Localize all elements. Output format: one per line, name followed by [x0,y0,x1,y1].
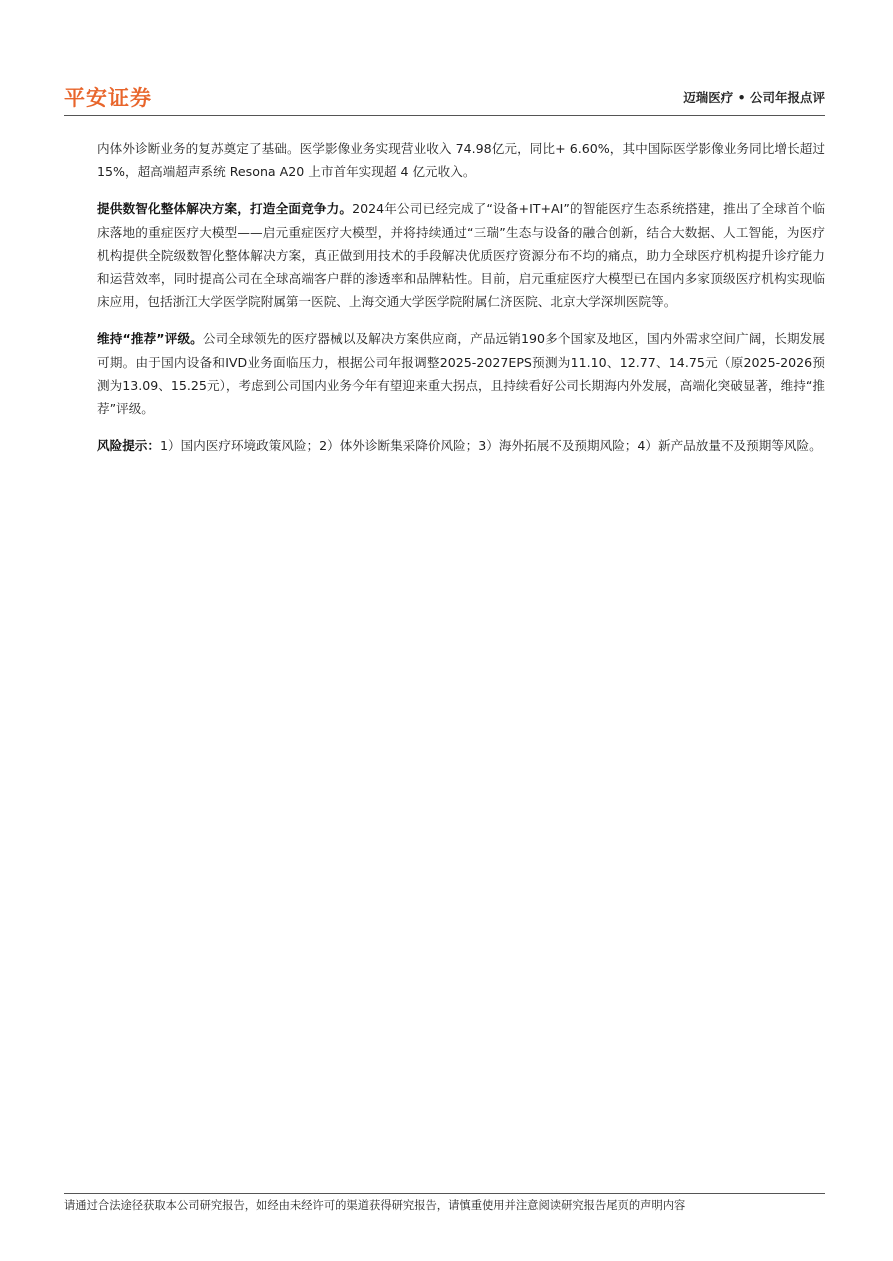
report-title: 迈瑞医疗 • 公司年报点评 [683,90,825,105]
report-body [97,137,825,471]
header-divider [64,115,825,116]
paragraph-lead: 维持“推荐”评级。 [97,331,203,347]
paragraph-risks [97,434,825,457]
page-header [64,80,825,114]
paragraph-lead: 风险提示： [97,438,160,454]
paragraph-text: 1）国内医疗环境政策风险；2）体外诊断集采降价风险；3）海外拓展不及预期风险；4）新产品放量不及预期等风险。 [159,438,822,454]
company-logo: 平安证券 [64,86,152,110]
paragraph-text: 内体外诊断业务的复苏奠定了基础。医学影像业务实现营业收入 74.98亿元，同比+ 6.60%，其中国际医学影像业务同比增长超过 15%，超高端超声系统 Resona A20 上市首年实现超 4 亿元收入。 [97,141,825,180]
paragraph-lead: 提供数智化整体解决方案，打造全面竞争力。 [97,201,353,217]
footer-disclaimer: 请通过合法途径获取本公司研究报告，如经由未经许可的渠道获得研究报告，请慎重使用并注意阅读研究报告尾页的声明内容 [64,1199,686,1212]
paragraph-digital-solutions [97,197,825,313]
footer-divider [64,1193,825,1194]
paragraph-imaging [97,137,825,183]
paragraph-text: 2024年公司已经完成了“设备+IT+AI”的智能医疗生态系统搭建，推出了全球首个临床落地的重症医疗大模型——启元重症医疗大模型，并将持续通过“三瑞”生态与设备的融合创新，结合大数据、人工智能，为医疗机构提供全院级数智化整体解决方案，真正做到用技术的手段解决优质医疗资源分布不均的痛点，助力全球医疗机构提升诊疗能力和运营效率，同时提高公司在全球高端客户群的渗透率和品牌粘性。目前，启元重症医疗大模型已在国内多家顶级医疗机构实现临床应用，包括浙江大学医学院附属第一医院、上海交通大学医学院附属仁济医院、北京大学深圳医院等。 [97,201,825,310]
paragraph-text: 公司全球领先的医疗器械以及解决方案供应商，产品远销190多个国家及地区，国内外需求空间广阔，长期发展可期。由于国内设备和IVD业务面临压力，根据公司年报调整2025-2027EPS预测为11.10、12.77、14.75元（原2025-2026预测为13.09、15.25元），考虑到公司国内业务今年有望迎来重大拐点，且持续看好公司长期海内外发展，高端化突破显著，维持“推荐”评级。 [97,331,825,417]
paragraph-rating [97,327,825,420]
